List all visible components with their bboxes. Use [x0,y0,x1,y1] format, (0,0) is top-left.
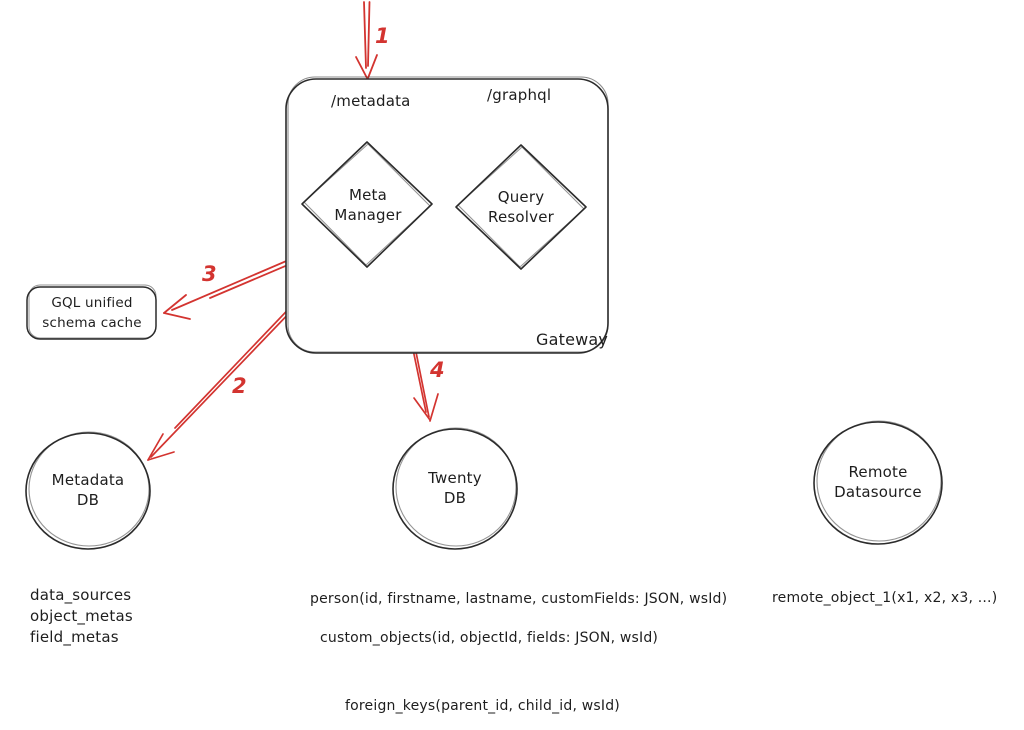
endpoint-graphql-label: /graphql [487,86,552,104]
gateway-label: Gateway [536,330,609,349]
table-name: field_metas [30,628,119,646]
step-3-label: 3 [202,262,217,286]
query-resolver-label: Query Resolver [487,188,555,226]
arrow-step-1[interactable] [356,2,377,78]
remote-datasource-label: Remote Datasource [834,463,922,501]
schema-cache-label: GQL unified schema cache [42,295,142,331]
metadata-db-tables [30,585,133,648]
table-name: object_metas [30,607,133,625]
step-4-label: 4 [430,358,445,382]
twenty-db-table-person: person(id, firstname, lastname, customFields: JSON, wsId) [310,591,728,607]
meta-manager-label: Meta Manager [334,186,402,224]
twenty-db-table-foreign-keys: foreign_keys(parent_id, child_id, wsId) [345,698,620,714]
endpoint-metadata-label: /metadata [331,92,411,110]
metadata-db-label: Metadata DB [51,471,125,509]
step-1-label: 1 [375,24,390,48]
twenty-db-label: Twenty DB [428,469,482,507]
step-2-label: 2 [232,374,247,398]
remote-datasource-table: remote_object_1(x1, x2, x3, ...) [772,590,998,606]
table-name: data_sources [30,586,132,604]
twenty-db-table-custom-objects: custom_objects(id, objectId, fields: JSON, wsId) [320,630,659,646]
